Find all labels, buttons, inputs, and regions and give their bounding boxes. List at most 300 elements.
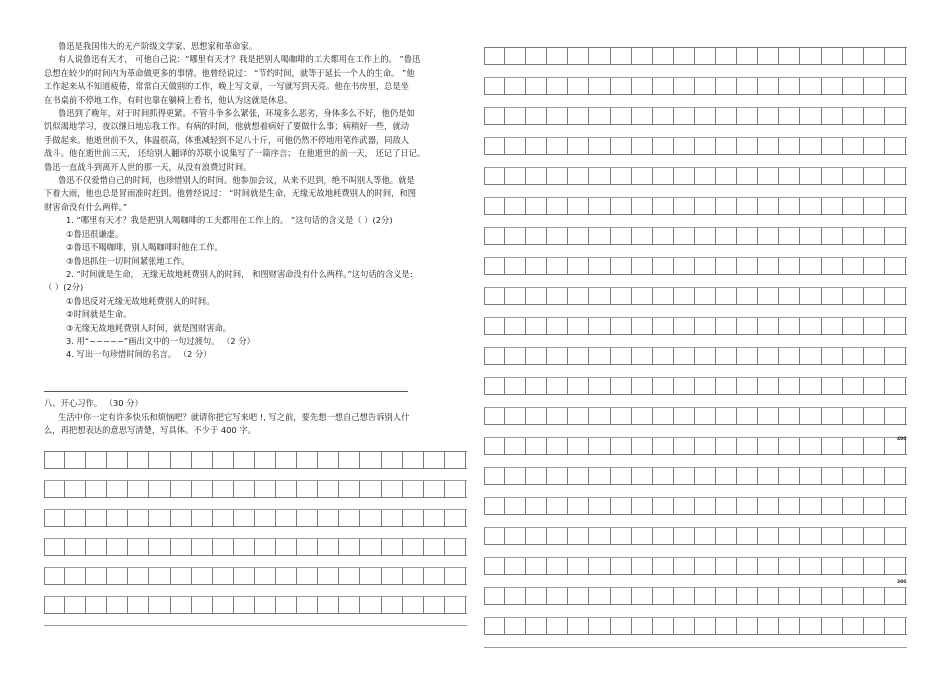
grid-cell[interactable] — [568, 258, 589, 274]
grid-cell[interactable] — [674, 498, 695, 514]
grid-cell[interactable] — [716, 288, 737, 304]
grid-cell[interactable] — [526, 438, 547, 454]
grid-cell[interactable] — [822, 588, 843, 604]
grid-cell[interactable] — [716, 528, 737, 544]
grid-cell[interactable] — [128, 597, 149, 613]
grid-cell[interactable] — [864, 78, 885, 94]
grid-cell[interactable] — [843, 558, 864, 574]
grid-cell[interactable] — [653, 228, 674, 244]
grid-cell[interactable] — [107, 452, 128, 468]
grid-cell[interactable] — [864, 198, 885, 214]
grid-cell[interactable] — [213, 452, 234, 468]
grid-cell[interactable] — [276, 510, 297, 526]
grid-cell[interactable] — [758, 528, 779, 544]
grid-cell[interactable] — [213, 481, 234, 497]
grid-cell[interactable] — [276, 597, 297, 613]
grid-cell[interactable] — [568, 618, 589, 634]
grid-cell[interactable] — [716, 108, 737, 124]
grid-cell[interactable] — [65, 568, 86, 584]
grid-cell[interactable] — [568, 468, 589, 484]
grid-cell[interactable] — [653, 108, 674, 124]
grid-cell[interactable] — [800, 528, 821, 544]
grid-cell[interactable] — [382, 510, 403, 526]
grid-cell[interactable] — [758, 198, 779, 214]
grid-cell[interactable] — [568, 558, 589, 574]
grid-cell[interactable] — [589, 258, 610, 274]
grid-cell[interactable] — [674, 618, 695, 634]
grid-cell[interactable] — [695, 108, 716, 124]
grid-cell[interactable] — [192, 597, 213, 613]
grid-cell[interactable] — [589, 48, 610, 64]
grid-cell[interactable] — [758, 468, 779, 484]
grid-cell[interactable] — [737, 108, 758, 124]
grid-cell[interactable] — [424, 481, 445, 497]
grid-cell[interactable] — [716, 258, 737, 274]
grid-cell[interactable] — [526, 528, 547, 544]
grid-cell[interactable] — [547, 228, 568, 244]
grid-cell[interactable] — [526, 168, 547, 184]
grid-cell[interactable] — [297, 568, 318, 584]
grid-cell[interactable] — [445, 510, 466, 526]
grid-cell[interactable] — [822, 138, 843, 154]
grid-cell[interactable] — [864, 318, 885, 334]
grid-cell[interactable] — [255, 568, 276, 584]
grid-cell[interactable] — [758, 348, 779, 364]
grid-cell[interactable] — [339, 510, 360, 526]
grid-cell[interactable] — [568, 408, 589, 424]
grid-cell[interactable] — [779, 138, 800, 154]
grid-cell[interactable] — [568, 228, 589, 244]
grid-cell[interactable] — [822, 318, 843, 334]
grid-cell[interactable] — [589, 138, 610, 154]
grid-cell[interactable] — [526, 348, 547, 364]
grid-cell[interactable] — [843, 588, 864, 604]
grid-cell[interactable] — [484, 438, 505, 454]
grid-cell[interactable] — [86, 568, 107, 584]
grid-cell[interactable] — [885, 318, 906, 334]
grid-cell[interactable] — [653, 288, 674, 304]
grid-cell[interactable] — [653, 318, 674, 334]
grid-cell[interactable] — [403, 510, 424, 526]
grid-cell[interactable] — [234, 539, 255, 555]
grid-cell[interactable] — [505, 138, 526, 154]
grid-cell[interactable] — [255, 481, 276, 497]
grid-cell[interactable] — [843, 198, 864, 214]
grid-cell[interactable] — [695, 378, 716, 394]
grid-cell[interactable] — [107, 597, 128, 613]
grid-cell[interactable] — [737, 588, 758, 604]
grid-cell[interactable] — [885, 588, 906, 604]
grid-cell[interactable] — [568, 78, 589, 94]
grid-cell[interactable] — [297, 510, 318, 526]
grid-cell[interactable] — [716, 138, 737, 154]
grid-cell[interactable] — [107, 568, 128, 584]
grid-cell[interactable] — [885, 198, 906, 214]
grid-cell[interactable] — [589, 618, 610, 634]
grid-cell[interactable] — [611, 258, 632, 274]
grid-cell[interactable] — [611, 198, 632, 214]
grid-cell[interactable] — [424, 568, 445, 584]
grid-cell[interactable] — [632, 198, 653, 214]
grid-cell[interactable] — [589, 588, 610, 604]
grid-cell[interactable] — [484, 168, 505, 184]
grid-cell[interactable] — [758, 588, 779, 604]
grid-cell[interactable] — [547, 528, 568, 544]
grid-cell[interactable] — [653, 498, 674, 514]
grid-cell[interactable] — [339, 481, 360, 497]
grid-cell[interactable] — [149, 481, 170, 497]
grid-cell[interactable] — [632, 48, 653, 64]
grid-cell[interactable] — [526, 78, 547, 94]
grid-cell[interactable] — [297, 481, 318, 497]
grid-cell[interactable] — [843, 258, 864, 274]
grid-cell[interactable] — [445, 568, 466, 584]
grid-cell[interactable] — [864, 348, 885, 364]
grid-cell[interactable] — [822, 228, 843, 244]
grid-cell[interactable] — [653, 438, 674, 454]
grid-cell[interactable] — [779, 78, 800, 94]
grid-cell[interactable] — [568, 198, 589, 214]
grid-cell[interactable] — [526, 588, 547, 604]
grid-cell[interactable] — [822, 558, 843, 574]
grid-cell[interactable] — [484, 258, 505, 274]
grid-cell[interactable] — [276, 539, 297, 555]
grid-cell[interactable] — [86, 597, 107, 613]
grid-cell[interactable] — [484, 48, 505, 64]
grid-cell[interactable] — [758, 408, 779, 424]
grid-cell[interactable] — [737, 198, 758, 214]
grid-cell[interactable] — [86, 510, 107, 526]
grid-cell[interactable] — [547, 558, 568, 574]
grid-cell[interactable] — [716, 408, 737, 424]
grid-cell[interactable] — [192, 510, 213, 526]
grid-cell[interactable] — [800, 348, 821, 364]
grid-cell[interactable] — [526, 558, 547, 574]
grid-cell[interactable] — [843, 408, 864, 424]
grid-cell[interactable] — [632, 498, 653, 514]
grid-cell[interactable] — [737, 168, 758, 184]
grid-cell[interactable] — [505, 528, 526, 544]
grid-cell[interactable] — [800, 288, 821, 304]
grid-cell[interactable] — [568, 588, 589, 604]
grid-cell[interactable] — [737, 438, 758, 454]
grid-cell[interactable] — [653, 258, 674, 274]
grid-cell[interactable] — [632, 258, 653, 274]
grid-cell[interactable] — [779, 468, 800, 484]
grid-cell[interactable] — [779, 558, 800, 574]
grid-cell[interactable] — [695, 618, 716, 634]
grid-cell[interactable] — [822, 48, 843, 64]
grid-cell[interactable] — [758, 438, 779, 454]
grid-cell[interactable] — [864, 438, 885, 454]
grid-cell[interactable] — [568, 348, 589, 364]
grid-cell[interactable] — [632, 228, 653, 244]
grid-cell[interactable] — [674, 378, 695, 394]
grid-cell[interactable] — [484, 468, 505, 484]
grid-cell[interactable] — [526, 48, 547, 64]
grid-cell[interactable] — [716, 558, 737, 574]
grid-cell[interactable] — [484, 138, 505, 154]
grid-cell[interactable] — [779, 588, 800, 604]
grid-cell[interactable] — [822, 288, 843, 304]
grid-cell[interactable] — [674, 408, 695, 424]
composition-grid-left[interactable] — [44, 451, 467, 626]
grid-cell[interactable] — [611, 348, 632, 364]
grid-cell[interactable] — [737, 468, 758, 484]
grid-cell[interactable] — [695, 348, 716, 364]
grid-cell[interactable] — [547, 348, 568, 364]
grid-cell[interactable] — [653, 558, 674, 574]
grid-cell[interactable] — [360, 510, 381, 526]
grid-cell[interactable] — [695, 318, 716, 334]
grid-cell[interactable] — [822, 618, 843, 634]
grid-cell[interactable] — [843, 228, 864, 244]
grid-cell[interactable] — [484, 498, 505, 514]
grid-cell[interactable] — [843, 378, 864, 394]
grid-cell[interactable] — [505, 198, 526, 214]
grid-cell[interactable] — [424, 539, 445, 555]
grid-cell[interactable] — [674, 288, 695, 304]
grid-cell[interactable] — [779, 198, 800, 214]
grid-cell[interactable] — [737, 408, 758, 424]
grid-cell[interactable] — [44, 510, 65, 526]
grid-cell[interactable] — [128, 539, 149, 555]
grid-cell[interactable] — [484, 78, 505, 94]
grid-cell[interactable] — [695, 498, 716, 514]
grid-cell[interactable] — [716, 348, 737, 364]
grid-cell[interactable] — [424, 452, 445, 468]
grid-cell[interactable] — [674, 198, 695, 214]
grid-cell[interactable] — [547, 138, 568, 154]
grid-cell[interactable] — [843, 78, 864, 94]
grid-cell[interactable] — [674, 78, 695, 94]
grid-cell[interactable] — [297, 597, 318, 613]
grid-cell[interactable] — [589, 198, 610, 214]
grid-cell[interactable] — [192, 568, 213, 584]
grid-cell[interactable] — [611, 288, 632, 304]
grid-cell[interactable] — [611, 48, 632, 64]
grid-cell[interactable] — [864, 258, 885, 274]
grid-cell[interactable] — [653, 138, 674, 154]
grid-cell[interactable] — [505, 588, 526, 604]
grid-cell[interactable] — [107, 510, 128, 526]
grid-cell[interactable] — [758, 318, 779, 334]
grid-cell[interactable] — [107, 539, 128, 555]
grid-cell[interactable] — [695, 408, 716, 424]
grid-cell[interactable] — [234, 510, 255, 526]
grid-cell[interactable] — [547, 168, 568, 184]
grid-cell[interactable] — [505, 618, 526, 634]
grid-cell[interactable] — [632, 408, 653, 424]
grid-cell[interactable] — [695, 198, 716, 214]
grid-cell[interactable] — [611, 528, 632, 544]
grid-cell[interactable] — [445, 481, 466, 497]
grid-cell[interactable] — [589, 108, 610, 124]
grid-cell[interactable] — [86, 481, 107, 497]
grid-cell[interactable] — [737, 228, 758, 244]
grid-cell[interactable] — [695, 138, 716, 154]
grid-cell[interactable] — [674, 228, 695, 244]
grid-cell[interactable] — [779, 528, 800, 544]
grid-cell[interactable] — [843, 348, 864, 364]
grid-cell[interactable] — [674, 468, 695, 484]
grid-cell[interactable] — [568, 378, 589, 394]
grid-cell[interactable] — [547, 78, 568, 94]
grid-cell[interactable] — [568, 288, 589, 304]
grid-cell[interactable] — [445, 597, 466, 613]
grid-cell[interactable] — [885, 168, 906, 184]
grid-cell[interactable] — [149, 568, 170, 584]
grid-cell[interactable] — [737, 558, 758, 574]
grid-cell[interactable] — [695, 48, 716, 64]
grid-cell[interactable] — [695, 438, 716, 454]
grid-cell[interactable] — [547, 408, 568, 424]
grid-cell[interactable] — [716, 378, 737, 394]
grid-cell[interactable] — [716, 498, 737, 514]
grid-cell[interactable] — [128, 568, 149, 584]
grid-cell[interactable] — [44, 597, 65, 613]
grid-cell[interactable] — [526, 138, 547, 154]
grid-cell[interactable] — [653, 378, 674, 394]
grid-cell[interactable] — [360, 539, 381, 555]
grid-cell[interactable] — [758, 168, 779, 184]
grid-cell[interactable] — [547, 318, 568, 334]
grid-cell[interactable] — [800, 198, 821, 214]
grid-cell[interactable] — [864, 108, 885, 124]
grid-cell[interactable] — [568, 138, 589, 154]
grid-cell[interactable] — [484, 378, 505, 394]
grid-cell[interactable] — [758, 288, 779, 304]
grid-cell[interactable] — [843, 438, 864, 454]
grid-cell[interactable] — [318, 568, 339, 584]
grid-cell[interactable] — [779, 258, 800, 274]
grid-cell[interactable] — [107, 481, 128, 497]
grid-cell[interactable] — [382, 452, 403, 468]
grid-cell[interactable] — [547, 198, 568, 214]
grid-cell[interactable] — [716, 468, 737, 484]
grid-cell[interactable] — [547, 378, 568, 394]
grid-cell[interactable] — [297, 452, 318, 468]
grid-cell[interactable] — [864, 498, 885, 514]
grid-cell[interactable] — [737, 138, 758, 154]
grid-cell[interactable] — [779, 108, 800, 124]
grid-cell[interactable] — [674, 138, 695, 154]
grid-cell[interactable] — [213, 597, 234, 613]
grid-cell[interactable] — [695, 468, 716, 484]
grid-cell[interactable] — [424, 510, 445, 526]
grid-cell[interactable] — [674, 108, 695, 124]
grid-cell[interactable] — [547, 438, 568, 454]
grid-cell[interactable] — [484, 408, 505, 424]
grid-cell[interactable] — [632, 618, 653, 634]
grid-cell[interactable] — [674, 318, 695, 334]
grid-cell[interactable] — [716, 228, 737, 244]
grid-cell[interactable] — [758, 78, 779, 94]
grid-cell[interactable] — [885, 498, 906, 514]
grid-cell[interactable] — [171, 539, 192, 555]
grid-cell[interactable] — [213, 539, 234, 555]
grid-cell[interactable] — [382, 568, 403, 584]
grid-cell[interactable] — [255, 597, 276, 613]
grid-cell[interactable] — [885, 468, 906, 484]
grid-cell[interactable] — [339, 452, 360, 468]
grid-cell[interactable] — [65, 481, 86, 497]
grid-cell[interactable] — [653, 468, 674, 484]
grid-cell[interactable] — [843, 168, 864, 184]
grid-cell[interactable] — [505, 468, 526, 484]
grid-cell[interactable] — [885, 138, 906, 154]
grid-cell[interactable] — [864, 528, 885, 544]
grid-cell[interactable] — [192, 452, 213, 468]
grid-cell[interactable] — [800, 78, 821, 94]
grid-cell[interactable] — [505, 348, 526, 364]
grid-cell[interactable] — [800, 588, 821, 604]
grid-cell[interactable] — [885, 78, 906, 94]
grid-cell[interactable] — [611, 468, 632, 484]
grid-cell[interactable] — [632, 588, 653, 604]
grid-cell[interactable] — [568, 438, 589, 454]
grid-cell[interactable] — [568, 108, 589, 124]
grid-cell[interactable] — [276, 481, 297, 497]
grid-cell[interactable] — [800, 498, 821, 514]
grid-cell[interactable] — [695, 288, 716, 304]
grid-cell[interactable] — [403, 452, 424, 468]
grid-cell[interactable] — [339, 568, 360, 584]
grid-cell[interactable] — [611, 108, 632, 124]
grid-cell[interactable] — [213, 568, 234, 584]
grid-cell[interactable] — [192, 481, 213, 497]
grid-cell[interactable] — [632, 138, 653, 154]
grid-cell[interactable] — [885, 558, 906, 574]
grid-cell[interactable] — [716, 168, 737, 184]
grid-cell[interactable] — [276, 568, 297, 584]
grid-cell[interactable] — [632, 168, 653, 184]
grid-cell[interactable] — [800, 168, 821, 184]
grid-cell[interactable] — [632, 528, 653, 544]
grid-cell[interactable] — [611, 438, 632, 454]
grid-cell[interactable] — [653, 528, 674, 544]
grid-cell[interactable] — [403, 539, 424, 555]
grid-cell[interactable] — [505, 78, 526, 94]
grid-cell[interactable] — [822, 498, 843, 514]
grid-cell[interactable] — [65, 452, 86, 468]
grid-cell[interactable] — [737, 618, 758, 634]
grid-cell[interactable] — [822, 78, 843, 94]
grid-cell[interactable] — [632, 288, 653, 304]
grid-cell[interactable] — [632, 438, 653, 454]
grid-cell[interactable] — [674, 348, 695, 364]
grid-cell[interactable] — [611, 318, 632, 334]
grid-cell[interactable] — [526, 408, 547, 424]
grid-cell[interactable] — [779, 438, 800, 454]
grid-cell[interactable] — [885, 108, 906, 124]
grid-cell[interactable] — [86, 452, 107, 468]
grid-cell[interactable] — [318, 597, 339, 613]
grid-cell[interactable] — [44, 539, 65, 555]
grid-cell[interactable] — [505, 378, 526, 394]
grid-cell[interactable] — [737, 348, 758, 364]
grid-cell[interactable] — [547, 48, 568, 64]
grid-cell[interactable] — [589, 468, 610, 484]
grid-cell[interactable] — [800, 438, 821, 454]
grid-cell[interactable] — [360, 452, 381, 468]
grid-cell[interactable] — [234, 481, 255, 497]
grid-cell[interactable] — [505, 558, 526, 574]
grid-cell[interactable] — [484, 528, 505, 544]
grid-cell[interactable] — [526, 228, 547, 244]
grid-cell[interactable] — [339, 597, 360, 613]
grid-cell[interactable] — [737, 318, 758, 334]
